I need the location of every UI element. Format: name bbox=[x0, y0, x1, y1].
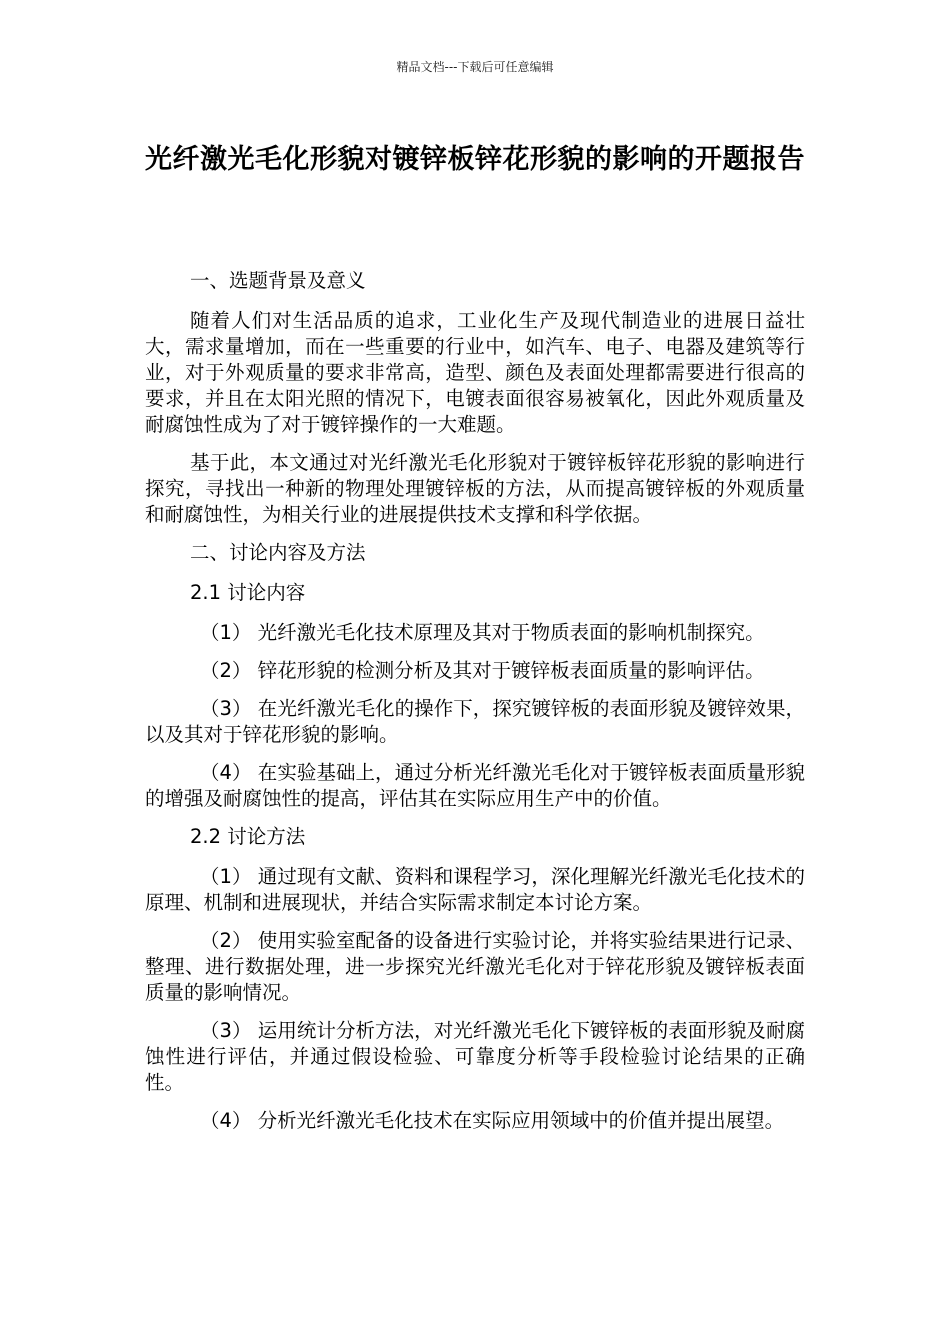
section-1-paragraph-2: 基于此，本文通过对光纤激光毛化形貌对于镀锌板锌花形貌的影响进行探究，寻找出一种新的物理处理镀锌板的方法，从而提高镀锌板的外观质量和耐腐蚀性，为相关行业的进展提供技术支撑和科学依据。 bbox=[145, 451, 805, 526]
section-2-heading: 二、讨论内容及方法 bbox=[190, 541, 366, 564]
research-content-item-2: （2） 锌花形貌的检测分析及其对于镀锌板表面质量的影响评估。 bbox=[200, 659, 765, 682]
research-method-item-4: （4） 分析光纤激光毛化技术在实际应用领域中的价值并提出展望。 bbox=[200, 1109, 785, 1132]
section-2-1-heading: 2.1 讨论内容 bbox=[190, 581, 306, 604]
section-1-heading: 一、选题背景及意义 bbox=[190, 269, 366, 292]
research-content-item-1: （1） 光纤激光毛化技术原理及其对于物质表面的影响机制探究。 bbox=[200, 621, 765, 644]
page-header: 精品文档---下载后可任意编辑 bbox=[396, 60, 554, 74]
research-method-item-2: （2） 使用实验室配备的设备进行实验讨论，并将实验结果进行记录、整理、进行数据处理，进一步探究光纤激光毛化对于锌花形貌及镀锌板表面质量的影响情况。 bbox=[145, 929, 805, 1004]
research-content-item-3: （3） 在光纤激光毛化的操作下，探究镀锌板的表面形貌及镀锌效果，以及其对于锌花形貌的影响。 bbox=[145, 697, 805, 746]
document-title: 光纤激光毛化形貌对镀锌板锌花形貌的影响的开题报告 bbox=[145, 144, 805, 175]
document-body bbox=[145, 268, 805, 1146]
section-2-2-heading: 2.2 讨论方法 bbox=[190, 825, 306, 848]
section-1-paragraph-1: 随着人们对生活品质的追求，工业化生产及现代制造业的进展日益壮大，需求量增加，而在一些重要的行业中，如汽车、电子、电器及建筑等行业，对于外观质量的要求非常高，造型、颜色及表面处理都需要进行很高的要求，并且在太阳光照的情况下，电镀表面很容易被氧化，因此外观质量及耐腐蚀性成为了对于镀锌操作的一大难题。 bbox=[145, 309, 805, 436]
research-content-item-4: （4） 在实验基础上，通过分析光纤激光毛化对于镀锌板表面质量形貌的增强及耐腐蚀性的提高，评估其在实际应用生产中的价值。 bbox=[145, 761, 805, 810]
research-method-item-3: （3） 运用统计分析方法，对光纤激光毛化下镀锌板的表面形貌及耐腐蚀性进行评估，并通过假设检验、可靠度分析等手段检验讨论结果的正确性。 bbox=[145, 1019, 805, 1094]
research-method-item-1: （1） 通过现有文献、资料和课程学习，深化理解光纤激光毛化技术的原理、机制和进展现状，并结合实际需求制定本讨论方案。 bbox=[145, 865, 805, 914]
